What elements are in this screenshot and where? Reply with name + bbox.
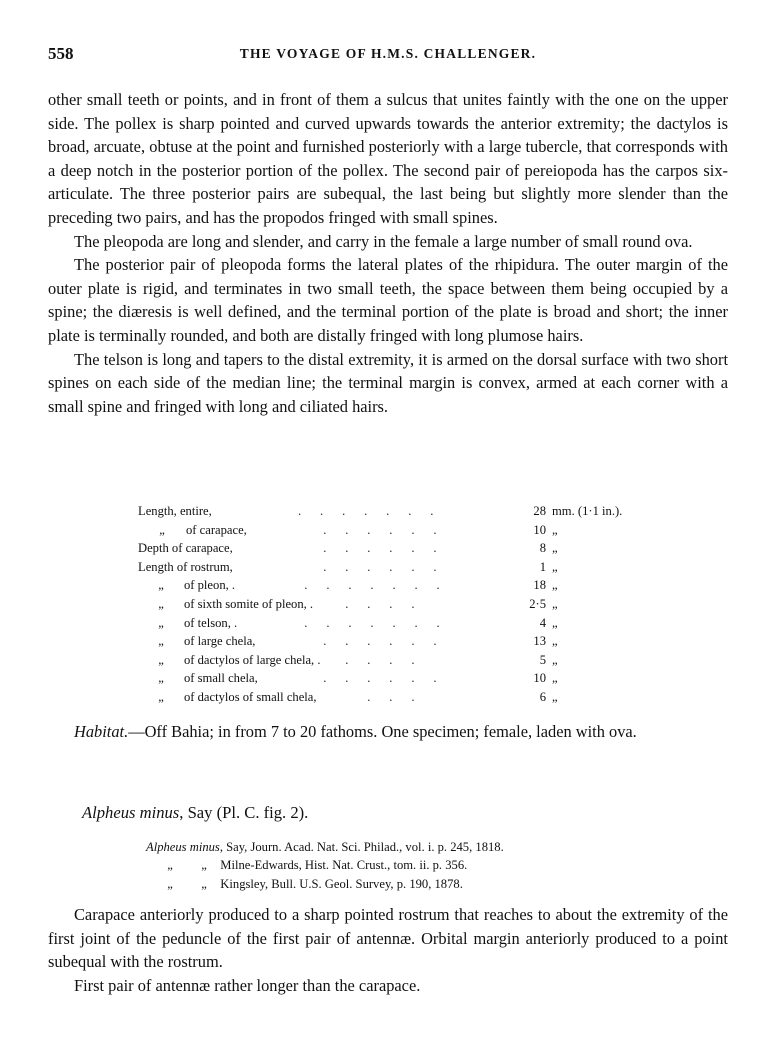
measurement-value: 10 bbox=[533, 522, 546, 537]
ditto-mark: „ bbox=[158, 652, 164, 667]
measurement-row bbox=[138, 669, 658, 688]
measurement-row bbox=[138, 521, 658, 540]
measurement-label: Depth of carapace, bbox=[138, 541, 233, 556]
measurement-label: of pleon, . bbox=[184, 578, 236, 593]
measurement-row bbox=[138, 576, 658, 595]
page-header bbox=[48, 44, 728, 68]
page-number: 558 bbox=[48, 44, 74, 63]
synonym-name: Alpheus minus bbox=[146, 840, 220, 854]
measurement-value: 8 bbox=[539, 541, 546, 556]
measurement-unit: „ bbox=[552, 634, 558, 649]
measurement-row bbox=[138, 688, 658, 707]
measurement-value: 5 bbox=[539, 652, 546, 667]
measurement-unit: „ bbox=[552, 615, 558, 630]
measurement-row bbox=[138, 558, 658, 577]
measurement-label: Length of rostrum, bbox=[138, 559, 233, 574]
ditto-mark: „ bbox=[201, 858, 207, 873]
measurement-label: of small chela, bbox=[184, 671, 258, 686]
paragraph: The posterior pair of pleopoda forms the lateral plates of the rhipidura. The outer margin of the outer plate is rigid, and terminates in two small teeth, the space between them being occupied by a spine; the diæresis is well defined, and the terminal portion of the plate is broad and short; the inner plate is terminally rounded, and both are distally fringed with long plumose hairs. bbox=[48, 255, 728, 345]
measurement-unit: „ bbox=[552, 541, 558, 556]
measurement-label: of sixth somite of pleon, . bbox=[184, 596, 314, 611]
ditto-mark: „ bbox=[159, 522, 165, 537]
leader-dots: . . . . . . . bbox=[298, 615, 440, 630]
measurement-label: Length, entire, bbox=[138, 504, 212, 518]
ditto-mark: „ bbox=[158, 596, 164, 611]
leader-dots: . . . . bbox=[298, 652, 415, 667]
leader-dots: . . . . . . bbox=[298, 671, 437, 686]
measurement-row bbox=[138, 632, 658, 651]
measurements-table bbox=[138, 502, 658, 707]
leader-dots: . . . . . . bbox=[298, 559, 437, 574]
measurement-unit: „ bbox=[552, 652, 558, 667]
habitat-text: —Off Bahia; in from 7 to 20 fathoms. One specimen; female, laden with ova. bbox=[128, 722, 637, 741]
measurement-row bbox=[138, 502, 658, 521]
leader-dots: . . . . . . bbox=[298, 541, 437, 556]
description-text-bottom bbox=[48, 903, 728, 997]
ditto-mark: „ bbox=[158, 671, 164, 686]
measurement-label: of dactylos of large chela, . bbox=[184, 652, 321, 667]
measurement-value: 28 bbox=[533, 504, 546, 518]
habitat-label: Habitat. bbox=[74, 722, 129, 741]
measurement-value: 6 bbox=[539, 689, 546, 704]
species-heading bbox=[82, 803, 308, 823]
ditto-mark: „ bbox=[158, 634, 164, 649]
measurement-unit: mm. (1·1 in.). bbox=[552, 504, 623, 518]
synonym-reference: Milne-Edwards, Hist. Nat. Crust., tom. ii. p. 356. bbox=[220, 858, 468, 873]
synonym-entry bbox=[146, 838, 504, 856]
leader-dots: . . . . . . bbox=[298, 634, 437, 649]
leader-dots: . . . . . . . bbox=[298, 504, 434, 518]
measurement-value: 2·5 bbox=[529, 596, 546, 611]
measurement-unit: „ bbox=[552, 578, 558, 593]
synonym-reference: , Say, Journ. Acad. Nat. Sci. Philad., vol. i. p. 245, 1818. bbox=[219, 840, 504, 854]
habitat-paragraph bbox=[48, 720, 728, 744]
running-title: THE VOYAGE OF H.M.S. CHALLENGER. bbox=[239, 46, 537, 61]
leader-dots: . . . . . . bbox=[298, 522, 437, 537]
species-name: Alpheus minus bbox=[82, 803, 180, 822]
measurement-row bbox=[138, 595, 658, 614]
measurement-unit: „ bbox=[552, 559, 558, 574]
measurement-value: 4 bbox=[539, 615, 546, 630]
species-authority: , Say (Pl. C. fig. 2). bbox=[179, 803, 309, 822]
measurement-value: 1 bbox=[539, 559, 546, 574]
measurement-unit: „ bbox=[552, 671, 558, 686]
measurement-label: of large chela, bbox=[184, 634, 256, 649]
synonym-reference: Kingsley, Bull. U.S. Geol. Survey, p. 190, 1878. bbox=[220, 876, 463, 891]
leader-dots: . . . . bbox=[298, 596, 415, 611]
measurement-value: 10 bbox=[533, 671, 546, 686]
measurement-label: of dactylos of small chela, bbox=[184, 689, 317, 704]
measurement-label: of carapace, bbox=[186, 522, 247, 537]
paragraph: The pleopoda are long and slender, and carry in the female a large number of small round ova. bbox=[74, 231, 693, 251]
synonym-entry bbox=[146, 856, 504, 874]
ditto-mark: „ bbox=[158, 578, 164, 593]
measurement-unit: „ bbox=[552, 596, 558, 611]
measurement-value: 13 bbox=[533, 634, 546, 649]
measurement-row bbox=[138, 651, 658, 670]
measurement-label: of telson, . bbox=[184, 615, 238, 630]
description-text-top bbox=[48, 88, 728, 418]
ditto-mark: „ bbox=[167, 858, 173, 873]
ditto-mark: „ bbox=[167, 876, 173, 891]
ditto-mark: „ bbox=[158, 689, 164, 704]
paragraph: The telson is long and tapers to the distal extremity, it is armed on the dorsal surface with two short spines on each side of the median line; the terminal margin is convex, armed at each corner with a small spine and fringed with long and ciliated hairs. bbox=[48, 349, 728, 416]
paragraph: First pair of antennæ rather longer than the carapace. bbox=[74, 975, 421, 995]
measurement-unit: „ bbox=[552, 522, 558, 537]
measurement-row bbox=[138, 614, 658, 633]
synonym-entry bbox=[146, 875, 504, 893]
measurement-unit: „ bbox=[552, 689, 558, 704]
measurement-value: 18 bbox=[533, 578, 546, 593]
leader-dots: . . . . . . . bbox=[298, 578, 440, 593]
ditto-mark: „ bbox=[158, 615, 164, 630]
paragraph: Carapace anteriorly produced to a sharp pointed rostrum that reaches to about the extremity of the first joint of the peduncle of the first pair of antennæ. Orbital margin anteriorly produced to a point subequal with the rostrum. bbox=[48, 905, 728, 972]
paragraph: other small teeth or points, and in front of them a sulcus that unites faintly with the one on the upper side. The pollex is sharp pointed and curved upwards towards the anterior extremity; the dactylos is broad, arcuate, obtuse at the point and furnished posteriorly with a large tubercle, that corresponds with a deep notch in the posterior portion of the pollex. The second pair of pereiopoda has the carpos six-articulate. The three posterior pairs are subequal, the last being but slightly more slender than the preceding two pairs, and has the propodos fringed with small spines. bbox=[48, 90, 728, 227]
leader-dots: . . . bbox=[298, 689, 415, 704]
synonymy-list bbox=[146, 838, 504, 893]
measurement-row bbox=[138, 539, 658, 558]
ditto-mark: „ bbox=[201, 876, 207, 891]
